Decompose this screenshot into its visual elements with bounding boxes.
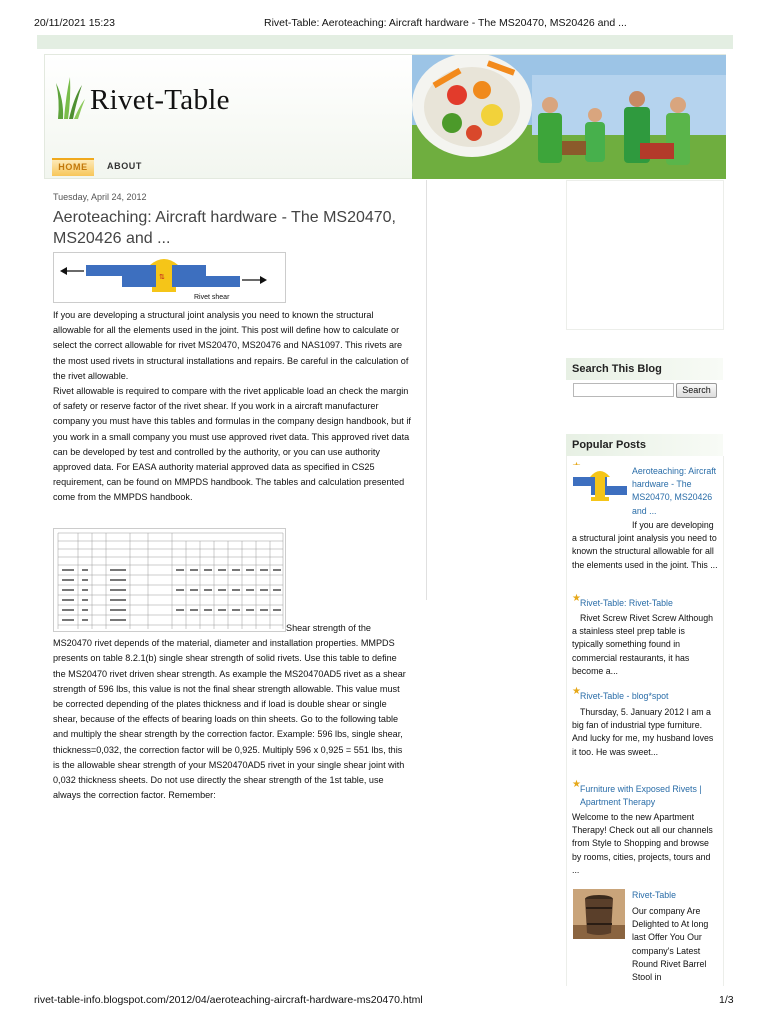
- popular-post-title-3[interactable]: Rivet-Table - blog*spot: [580, 691, 669, 701]
- post-body: [53, 308, 411, 506]
- grass-logo-icon: [54, 75, 86, 120]
- popular-post-snippet-2: Rivet Screw Rivet Screw Although a stainless steel prep table is typically something found in commercial restaurants, it has become a...: [572, 613, 713, 676]
- search-button[interactable]: Search: [676, 383, 717, 398]
- popular-post-title-1[interactable]: Aeroteaching: Aircraft hardware - The MS20470, MS20426 and ...: [632, 466, 717, 516]
- post-paragraph-3: Shear strength of the MS20470 rivet depends of the material, diameter and installation properties. MMPDS presents on table 8.2.1(b) single shear strength of solid rivets. Use this table to define the MS20470 rivet driven shear strength. As example the MS20470AD5 rivet as a shear strength of 596 lbs, this value is not the final shear strength allowable. This value must be corrected depending of the plates thickness and if load is double shear or single shear, because of the effects of bearing loads on thin sheets. Go to the following table and multiply the shear strength by the correction factor. Example: 596 lbs, single shear, thickness=0,032, the correction factor will be 0,925. Multiply 596 x 0,925 = 551 lbs, this is the allowable shear strength of your MS20470AD5 rivet in your single shear joint with 0,032 thickness sheets. Do not use directly the shear strength of the 1st table, use always the correction factor. Remember:: [53, 623, 406, 801]
- post-paragraph-3-container: [53, 621, 411, 803]
- nav-home-tab[interactable]: HOME: [52, 158, 94, 176]
- popular-posts-title: Popular Posts: [566, 434, 723, 456]
- popular-post-snippet-5: Our company Are Delighted to At long last Offer You Our company's Latest Round Rivet Barrel Stool in: [632, 906, 709, 983]
- post-paragraph-1: If you are developing a structural joint analysis you need to known the structural allowable for all the elements used in the joint. This post will define how to calculate or select the correct allowable for rivet MS20470, MS20476 and NAS1097. This rivets are the most used rivets in structural installations and repairs. Be careful in the calculation of the rivet allowable.: [53, 310, 409, 381]
- star-icon: ★: [572, 779, 581, 790]
- popular-post-snippet-1: If you are developing a structural joint analysis you need to known the structural allowable for all the elements used in the joint. This ...: [572, 520, 718, 570]
- popular-post-title-5[interactable]: Rivet-Table: [632, 890, 677, 900]
- rivet-shear-image[interactable]: [53, 252, 286, 303]
- popular-post-title-4[interactable]: Furniture with Exposed Rivets | Apartment Therapy: [580, 784, 702, 808]
- print-url: rivet-table-info.blogspot.com/2012/04/aeroteaching-aircraft-hardware-ms20470.html: [34, 994, 423, 1006]
- popular-post-thumbnail-5[interactable]: [573, 889, 625, 939]
- star-icon: ★: [572, 686, 581, 697]
- header-photo: [412, 55, 726, 179]
- rivet-thumbnail: [573, 465, 627, 505]
- popular-post-snippet-3: Thursday, 5. January 2012 I am a big fan of industrial type furniture. And lucky for me, my husband loves it too. He was sweet...: [572, 707, 714, 757]
- search-input[interactable]: [573, 383, 674, 397]
- post-title[interactable]: Aeroteaching: Aircraft hardware - The MS20470, MS20426 and ...: [53, 209, 396, 247]
- top-bar: [37, 35, 733, 49]
- shear-strength-table-image[interactable]: [53, 528, 286, 632]
- post-date: Tuesday, April 24, 2012: [53, 192, 147, 202]
- rivet-shear-diagram: [54, 253, 285, 302]
- nav-about-tab[interactable]: ABOUT: [107, 161, 142, 171]
- site-title[interactable]: Rivet-Table: [90, 84, 230, 116]
- search-widget-title: Search This Blog: [566, 358, 723, 380]
- star-icon: ★: [572, 593, 581, 604]
- table-thumbnail: [54, 529, 286, 632]
- popular-post-thumbnail-1[interactable]: [573, 465, 627, 505]
- sidebar-empty-widget: [566, 180, 724, 330]
- rivet-shear-caption: Rivet shear: [194, 294, 230, 301]
- popular-post-title-2[interactable]: Rivet-Table: Rivet-Table: [580, 598, 673, 608]
- column-divider: [426, 180, 427, 600]
- nav-bar: [44, 155, 414, 179]
- popular-post-snippet-4: Welcome to the new Apartment Therapy! Check out all our channels from Style to Shopping and browse by rooms, cities, projects, tours and ...: [572, 812, 713, 875]
- barrel-stool-thumbnail: [573, 889, 625, 939]
- print-datetime: 20/11/2021 15:23: [34, 17, 115, 29]
- print-page-number: 1/3: [719, 994, 734, 1006]
- post-paragraph-2: Rivet allowable is required to compare with the rivet applicable load an check the margin of safety or reserve factor of the rivet shear. If you work in a aircraft manufacturer company you must have this tables and formulas in the company design handbook, but if you work in a small company you must use approved rivet data. This approved rivet data can be developed by test and controlled by the authority, or you can use authority approved data. For EASA authority material approved data as specified in CS25 requirement, can be found on MMPDS handbook. The tables and calculation presented come from the MMPDS handbook.: [53, 386, 411, 503]
- print-doc-title: Rivet-Table: Aeroteaching: Aircraft hardware - The MS20470, MS20426 and ...: [264, 17, 627, 29]
- svg-text:⇅: ⇅: [159, 274, 165, 281]
